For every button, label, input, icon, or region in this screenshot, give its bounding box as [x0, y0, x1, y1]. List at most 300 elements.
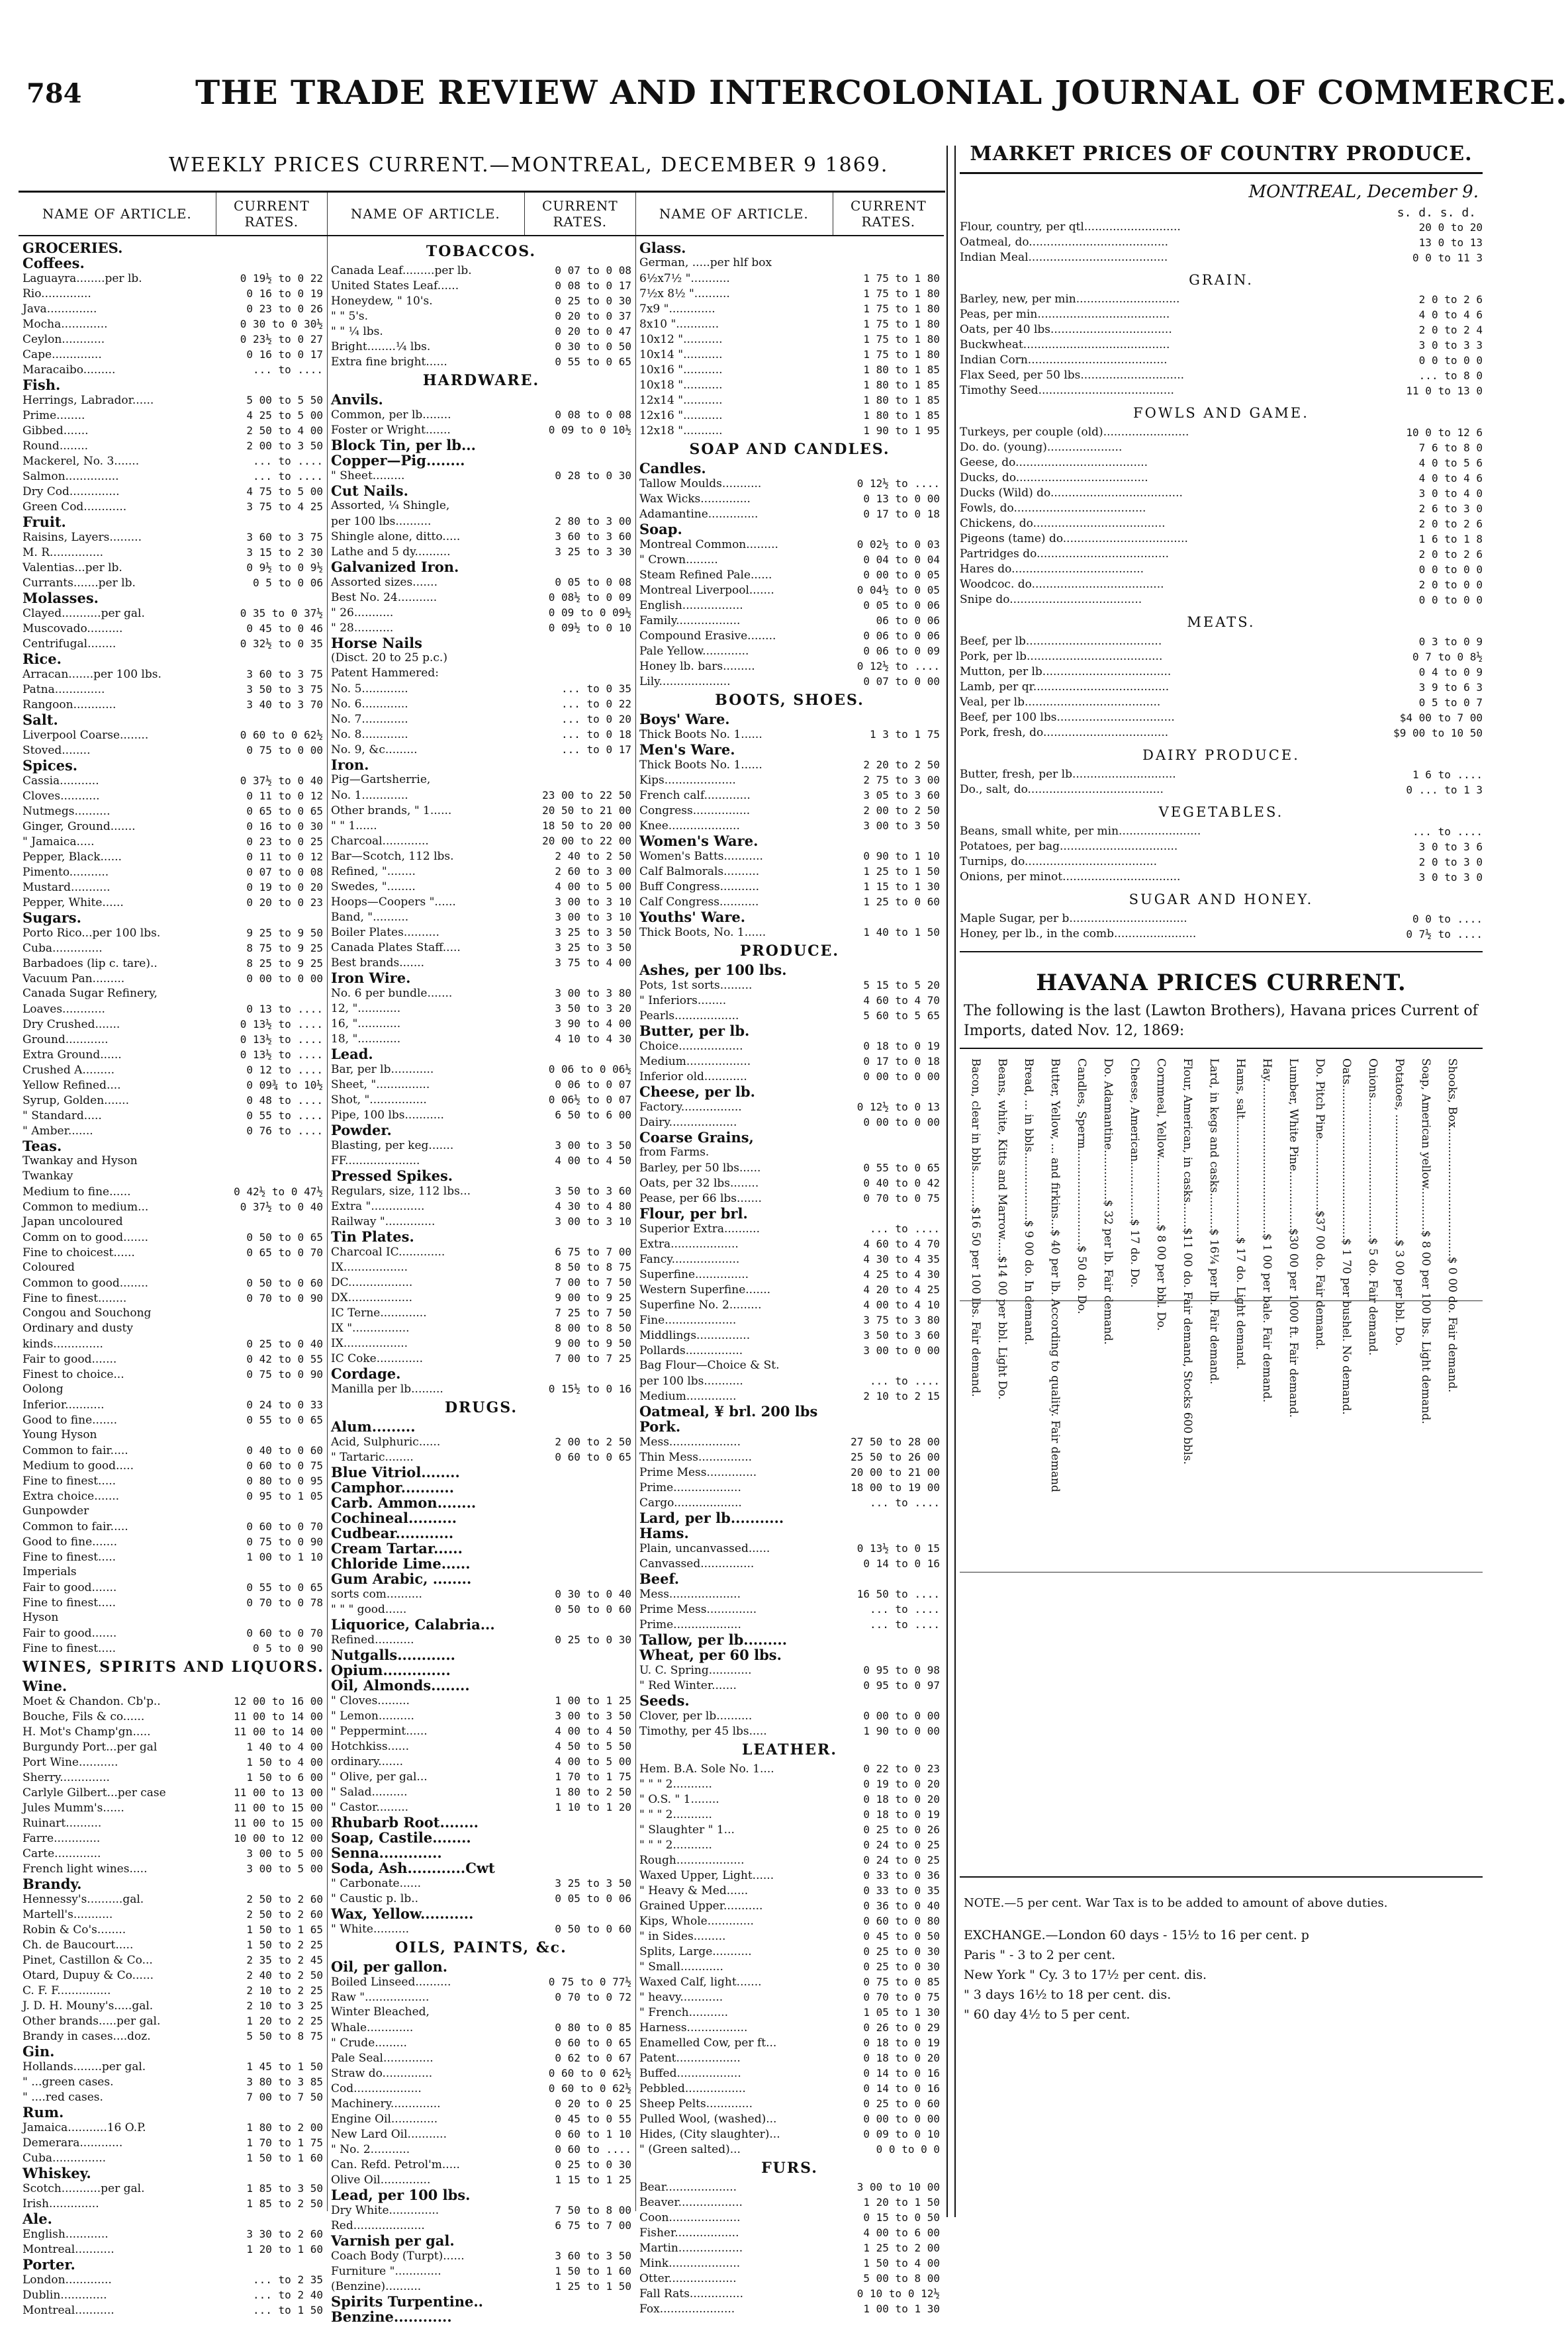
category-row	[639, 742, 940, 757]
article-name: GROCERIES.	[23, 240, 123, 256]
article-rate: 2 10 to 2 15	[863, 1390, 940, 1402]
produce-row	[960, 338, 1483, 353]
price-row	[331, 2279, 631, 2294]
article-name: Dry Crushed.......	[23, 1018, 120, 1031]
price-row	[23, 332, 323, 347]
price-row	[639, 1556, 940, 1571]
article-name: " French...........	[639, 2006, 729, 2019]
article-rate: 0 05 to 0 06	[863, 599, 940, 612]
price-row	[331, 2050, 631, 2066]
article-name: Hoops—Coopers "......	[331, 895, 456, 909]
article-name: Tallow Moulds...........	[639, 477, 762, 490]
article-rate: 0 60 to 0 75	[246, 1459, 323, 1472]
price-row	[23, 1983, 323, 1998]
article-name: Hotchkiss......	[331, 1740, 409, 1753]
produce-row	[960, 680, 1483, 695]
column-header	[19, 193, 327, 236]
article-name: Factory.................	[639, 1101, 742, 1114]
category-row	[23, 1678, 323, 1694]
article-name: " Olive, per gal...	[331, 1770, 428, 1784]
article-rate: 2 10 to 3 25	[246, 1999, 323, 2012]
article-name: No. 1.............	[331, 789, 408, 802]
price-row	[639, 1929, 940, 1944]
article-name: Round........	[23, 439, 89, 453]
market-prices-title: MARKET PRICES OF COUNTRY PRODUCE.	[960, 142, 1483, 174]
article-name: Ceylon............	[23, 333, 105, 346]
article-name: Pale Seal..............	[331, 2052, 434, 2065]
article-rate: 0 06½ to 0 07	[548, 1093, 631, 1106]
article-rate: 0 60 to ....	[555, 2143, 631, 2156]
price-row	[23, 1017, 323, 1032]
price-row	[639, 567, 940, 582]
produce-rate: 0 0 to ....	[1412, 913, 1483, 925]
price-row	[639, 552, 940, 567]
price-row	[23, 2181, 323, 2196]
category-row	[331, 1510, 631, 1526]
article-name: Honey lb. bars.........	[639, 660, 755, 673]
produce-name: Partridges do.....................................	[960, 547, 1170, 561]
price-row	[23, 1184, 323, 1199]
price-row	[639, 506, 940, 522]
category-row	[639, 1571, 940, 1586]
article-name: Bar, per lb............	[331, 1063, 434, 1076]
price-row	[639, 2271, 940, 2286]
article-name: Kips, Whole.............	[639, 1915, 754, 1928]
category-row	[23, 514, 323, 529]
produce-group-title: FOWLS AND GAME.	[1133, 405, 1309, 421]
price-row	[23, 773, 323, 788]
article-rate: 1 40 to 1 50	[863, 926, 940, 938]
price-row	[639, 408, 940, 423]
article-name: " " 1......	[331, 819, 377, 833]
article-rate: 3 25 to 3 50	[555, 926, 631, 938]
produce-rate: 13 0 to 13	[1418, 236, 1483, 249]
article-rate: ... to 0 17	[561, 743, 631, 756]
produce-name: Butter, fresh, per lb.............................	[960, 768, 1176, 781]
article-name: Fruit.	[23, 514, 66, 530]
article-name: Hyson	[23, 1611, 59, 1624]
article-name: Gin.	[23, 2043, 55, 2060]
article-rate: 4 00 to 4 10	[863, 1299, 940, 1311]
article-name: " 28...........	[331, 621, 394, 635]
article-rate: 0 04 to 0 04	[863, 553, 940, 566]
price-row	[639, 2005, 940, 2020]
article-rate: 1 80 to 1 85	[863, 363, 940, 376]
havana-entry	[1153, 1058, 1170, 1866]
category-row	[23, 712, 323, 727]
price-row	[639, 1944, 940, 1959]
price-row	[331, 293, 631, 308]
article-rate: 1 25 to 0 60	[863, 895, 940, 908]
article-rate: 3 00 to 3 10	[555, 911, 631, 923]
article-name: " (Green salted)...	[639, 2143, 741, 2156]
article-name: Barbadoes (lip c. tare)..	[23, 957, 158, 970]
price-row	[639, 1678, 940, 1693]
article-name: " Jamaica.....	[23, 835, 95, 848]
produce-rate: 1 6 to 1 8	[1418, 533, 1483, 545]
article-rate: 2 10 to 2 25	[246, 1984, 323, 1997]
price-row	[639, 925, 940, 940]
price-row	[331, 2172, 631, 2187]
price-row	[639, 537, 940, 552]
article-name: Congress................	[639, 804, 751, 817]
article-name: Vacuum Pan.........	[23, 972, 125, 985]
article-rate: 0 0 to 0 0	[876, 2143, 940, 2156]
article-rate: 3 75 to 4 25	[246, 500, 323, 513]
article-rate: 06 to 0 06	[876, 614, 940, 627]
article-rate: 0 80 to 0 95	[246, 1475, 323, 1487]
article-name: Wine.	[23, 1678, 68, 1694]
price-row	[331, 788, 631, 803]
article-rate: 0 35 to 0 37½	[240, 607, 323, 619]
price-row	[331, 1199, 631, 1214]
price-row	[23, 316, 323, 332]
produce-name: Turkeys, per couple (old)........................	[960, 426, 1189, 439]
article-name: Wax, Yellow...........	[331, 1905, 474, 1922]
produce-rate: 2 0 to 2 6	[1418, 518, 1483, 530]
article-rate: 0 76 to ....	[246, 1124, 323, 1137]
havana-entry-text: Shooks, Box....................................$ 0 00 do. Fair demand.	[1446, 1058, 1459, 1393]
article-rate: ... to 1 50	[253, 2304, 323, 2316]
article-rate: 0 28 to 0 30	[555, 469, 631, 482]
article-rate: 1 05 to 1 30	[863, 2006, 940, 2019]
price-row	[331, 2066, 631, 2081]
category-row	[331, 1906, 631, 1921]
article-rate: 1 45 to 1 50	[246, 2060, 323, 2073]
article-rate: 0 13½ to ....	[240, 1018, 323, 1030]
article-name: " Crown.........	[639, 553, 718, 567]
havana-entry-text: Hay...........................................$ 1 00 per bale. Fair demand.	[1260, 1058, 1273, 1403]
article-name: Hides, (City slaughter)...	[639, 2128, 780, 2141]
price-row	[331, 1381, 631, 1396]
article-name: Harness.................	[639, 2021, 748, 2034]
article-rate: 1 80 to 2 50	[555, 1786, 631, 1798]
article-name: Varnish per gal.	[331, 2232, 455, 2249]
article-rate: 6 75 to 7 00	[555, 2219, 631, 2232]
article-name: Honeydew, " 10's.	[331, 295, 433, 308]
article-rate: 0 37½ to 0 40	[240, 1201, 323, 1213]
article-name: Montreal Liverpool.......	[639, 584, 774, 597]
article-rate: 0 60 to 0 62½	[548, 2067, 631, 2079]
havana-entry	[1365, 1058, 1382, 1866]
article-rate: 3 60 to 3 60	[555, 530, 631, 543]
article-rate: 0 16 to 0 30	[246, 820, 323, 833]
article-rate: 1 90 to 1 95	[863, 424, 940, 437]
article-rate: 0 60 to 0 80	[863, 1915, 940, 1927]
havana-entry	[1391, 1058, 1408, 1866]
price-row	[23, 788, 323, 803]
produce-name: Peas, per min.....................................	[960, 308, 1170, 321]
article-rate: 1 15 to 1 25	[555, 2173, 631, 2186]
article-name: Molasses.	[23, 590, 99, 606]
column-divider	[946, 146, 956, 2217]
price-row	[23, 2074, 323, 2089]
heading-text: DRUGS.	[444, 1399, 518, 1416]
produce-row	[960, 368, 1483, 383]
price-row	[639, 2256, 940, 2271]
heading-text: HARDWARE.	[422, 372, 540, 389]
price-row	[23, 1154, 323, 1169]
article-rate: 7 00 to 7 50	[555, 1276, 631, 1289]
article-name: 18, "............	[331, 1032, 401, 1046]
article-name: Hem. B.A. Sole No. 1....	[639, 1762, 774, 1776]
article-rate: 0 45 to 0 46	[246, 622, 323, 635]
price-row	[639, 1358, 940, 1373]
article-rate: ... to ....	[870, 1222, 940, 1235]
produce-name: Indian Meal.......................................	[960, 251, 1168, 264]
article-name: Oil, Almonds........	[331, 1677, 470, 1694]
price-row	[639, 1723, 940, 1739]
article-name: Western Superfine.......	[639, 1283, 771, 1297]
article-rate: 3 60 to 3 75	[246, 668, 323, 680]
price-row	[23, 2013, 323, 2029]
produce-row	[960, 649, 1483, 664]
price-row	[331, 1989, 631, 2005]
price-row	[639, 1038, 940, 1054]
price-row	[23, 1412, 323, 1428]
price-row	[639, 2066, 940, 2081]
article-rate: 7 00 to 7 25	[555, 1352, 631, 1365]
article-name: Inferior...........	[23, 1398, 105, 1412]
produce-rate: 0 0 to 11 3	[1412, 251, 1483, 264]
price-row	[23, 1892, 323, 1907]
price-row	[639, 1267, 940, 1282]
produce-row	[960, 725, 1483, 741]
article-rate: 0 70 to 0 75	[863, 1192, 940, 1205]
havana-entry	[1127, 1058, 1144, 1866]
article-rate: 0 24 to 0 25	[863, 1854, 940, 1866]
article-rate: 1 50 to 1 65	[246, 1923, 323, 1936]
article-name: " Amber.......	[23, 1124, 93, 1138]
article-rate: 0 90 to 1 10	[863, 850, 940, 862]
article-rate: 0 00 to 0 00	[863, 1116, 940, 1128]
article-rate: 1 20 to 1 60	[246, 2243, 323, 2256]
heading-text: LEATHER.	[742, 1741, 837, 1758]
price-row	[331, 1336, 631, 1351]
produce-rate: 3 9 to 6 3	[1418, 681, 1483, 694]
price-row	[639, 1480, 940, 1495]
article-name: Band, "..........	[331, 911, 409, 924]
article-rate: 0 16 to 0 17	[246, 348, 323, 361]
category-row	[639, 1632, 940, 1647]
price-row	[23, 864, 323, 880]
article-name: No. 6 per bundle.......	[331, 987, 453, 1000]
article-name: Iron Wire.	[331, 970, 411, 986]
price-row	[23, 1968, 323, 1983]
article-name: 16, "............	[331, 1017, 401, 1030]
price-column-3	[635, 193, 944, 2316]
article-name: Ruinart..........	[23, 1817, 102, 1830]
article-name: Buff Congress...........	[639, 880, 760, 893]
article-rate: 0 65 to 0 65	[246, 805, 323, 817]
article-name: Rough...................	[639, 1854, 745, 1867]
produce-rate: 0 0 to 0 0	[1418, 563, 1483, 576]
current-rates-header: CURRENT RATES.	[541, 198, 618, 230]
article-rate: 1 20 to 2 25	[246, 2015, 323, 2027]
produce-name: Onions, per minot.................................	[960, 870, 1181, 884]
article-rate: 20 00 to 21 00	[851, 1466, 940, 1479]
article-rate: 0 24 to 0 25	[863, 1839, 940, 1851]
article-rate: 0 06 to 0 07	[555, 1078, 631, 1091]
price-row	[23, 1169, 323, 1184]
article-rate: 2 00 to 2 50	[555, 1436, 631, 1448]
price-row	[639, 2195, 940, 2210]
price-row	[639, 1541, 940, 1556]
produce-name: Ducks, do.....................................	[960, 471, 1148, 484]
article-name: No. 8.............	[331, 728, 408, 741]
article-rate: 0 60 to 0 65	[555, 1451, 631, 1463]
price-row	[23, 971, 323, 986]
article-name: Fox.....................	[639, 2302, 735, 2316]
price-row	[23, 666, 323, 682]
article-rate: 0 11 to 0 12	[246, 790, 323, 802]
article-name: " Small............	[639, 1960, 723, 1974]
havana-entry	[1074, 1058, 1091, 1866]
article-name: Barley, per 50 lbs......	[639, 1162, 761, 1175]
heading-text: PRODUCE.	[739, 942, 840, 960]
price-row	[23, 1428, 323, 1443]
article-rate: 4 50 to 5 50	[555, 1740, 631, 1753]
produce-row	[960, 322, 1483, 338]
article-name: Twankay	[23, 1169, 73, 1183]
produce-name: Indian Corn.......................................	[960, 353, 1168, 367]
article-rate: 0 26 to 0 29	[863, 2021, 940, 2034]
category-row	[331, 559, 631, 574]
article-rate: 25 50 to 26 00	[851, 1451, 940, 1463]
price-row	[331, 879, 631, 894]
article-name: Pipe, 100 lbs...........	[331, 1109, 444, 1122]
article-name: Rhubarb Root........	[331, 1814, 479, 1831]
category-row	[639, 1084, 940, 1099]
article-name: Beaver..................	[639, 2196, 743, 2209]
produce-rate: 0 7½ to ....	[1406, 928, 1483, 940]
article-name: Furniture ".............	[331, 2265, 441, 2278]
article-name: Dairy...................	[639, 1116, 737, 1129]
price-row	[331, 468, 631, 483]
category-row	[331, 2309, 631, 2324]
section-heading	[639, 1739, 940, 1761]
column-header	[327, 193, 635, 236]
price-row	[639, 1974, 940, 1989]
article-name: Chloride Lime......	[331, 1555, 471, 1572]
produce-name: Beef, per lb......................................	[960, 635, 1162, 648]
produce-name: Beef, per 100 lbs.................................	[960, 711, 1175, 724]
price-row	[331, 2203, 631, 2218]
produce-name: Lamb, per qr......................................	[960, 680, 1170, 694]
column-entries	[327, 236, 635, 2324]
price-row	[639, 2111, 940, 2126]
article-name: " " " 2...........	[639, 1839, 712, 1852]
article-name: M. R...............	[23, 546, 104, 559]
article-rate: 0 48 to ....	[246, 1094, 323, 1107]
produce-name: Pork, per lb......................................	[960, 650, 1163, 663]
article-rate: 0 50 to 0 60	[555, 1603, 631, 1616]
article-rate: 0 12½ to 0 13	[856, 1101, 940, 1113]
article-rate: 0 07 to 0 08	[555, 264, 631, 277]
article-name: Herrings, Labrador......	[23, 394, 154, 407]
havana-entry	[1312, 1058, 1329, 1866]
category-row	[639, 711, 940, 727]
article-name: Fish.	[23, 377, 61, 393]
article-name: Pulled Wool, (washed)...	[639, 2113, 777, 2126]
article-name: 7½x 8½ "..........	[639, 287, 730, 300]
article-name: Waxed Calf, light.......	[639, 1976, 762, 1989]
price-row	[23, 545, 323, 560]
produce-name: Do. do. (young).....................	[960, 441, 1123, 454]
article-name: J. D. H. Mouny's.....gal.	[23, 1999, 154, 2013]
price-row	[639, 803, 940, 818]
price-row	[331, 1214, 631, 1229]
price-row	[23, 1846, 323, 1861]
article-rate: 0 05 to 0 08	[555, 576, 631, 588]
price-row	[639, 818, 940, 833]
article-name: Mink....................	[639, 2257, 741, 2270]
category-row	[23, 2044, 323, 2059]
article-rate: 0 20 to 0 23	[246, 896, 323, 909]
price-row	[639, 1959, 940, 1974]
article-rate: 0 14 to 0 16	[863, 2067, 940, 2079]
article-name: Blasting, per keg.......	[331, 1139, 454, 1152]
category-row	[23, 910, 323, 925]
produce-name: Potatoes, per bag.................................	[960, 840, 1178, 853]
produce-row	[960, 710, 1483, 725]
article-name: 10x14 "...........	[639, 348, 723, 361]
article-rate: 0 75 to 0 00	[246, 744, 323, 756]
article-rate: 3 00 to 10 00	[856, 2181, 940, 2193]
article-rate: 0 32½ to 0 35	[240, 637, 323, 650]
article-rate: 0 42 to 0 55	[246, 1353, 323, 1365]
produce-row	[960, 516, 1483, 531]
price-row	[331, 1602, 631, 1617]
price-row	[639, 1852, 940, 1868]
price-row	[23, 1367, 323, 1382]
article-name: Sherry..............	[23, 1771, 110, 1784]
article-name: " White..........	[331, 1923, 410, 1936]
price-row	[331, 605, 631, 620]
article-rate: 0 00 to 0 00	[863, 1710, 940, 1722]
article-name: Stoved........	[23, 744, 91, 757]
name-of-article-header: NAME OF ARTICLE.	[19, 193, 216, 235]
category-row	[331, 1663, 631, 1678]
right-column	[960, 142, 1483, 2220]
article-name: IC Terne.............	[331, 1306, 427, 1320]
article-name: Hams.	[639, 1525, 689, 1541]
article-rate: 0 13½ to ....	[240, 1048, 323, 1061]
article-rate: 0 02½ to 0 03	[856, 538, 940, 551]
price-row	[23, 880, 323, 895]
price-row	[23, 301, 323, 316]
price-row	[639, 1989, 940, 2005]
article-name: Compound Erasive........	[639, 629, 776, 643]
havana-entry-text: Butter, Yellow, ... and firkins...$ 40 per lb. According to quality. Fair demand	[1048, 1058, 1062, 1492]
category-row	[639, 1647, 940, 1663]
article-rate: 3 25 to 3 50	[555, 941, 631, 954]
article-name: Charcoal IC.............	[331, 1246, 445, 1259]
price-row	[23, 347, 323, 362]
produce-group-title: SUGAR AND HONEY.	[1129, 891, 1314, 907]
article-rate: 3 90 to 4 00	[555, 1017, 631, 1030]
article-name: Common to medium...	[23, 1201, 149, 1214]
article-rate: 0 62 to 0 67	[555, 2052, 631, 2064]
price-row	[23, 1831, 323, 1846]
article-name: H. Mot's Champ'gn.....	[23, 1725, 151, 1739]
price-row	[639, 1160, 940, 1175]
column-header	[635, 193, 944, 236]
exchange-row: " 3 days 16½ to 18 per cent. dis.	[964, 1987, 1172, 2002]
article-rate: ... to ....	[253, 470, 323, 482]
category-row	[331, 1959, 631, 1974]
article-name: 6½x7½ "...........	[639, 272, 730, 285]
